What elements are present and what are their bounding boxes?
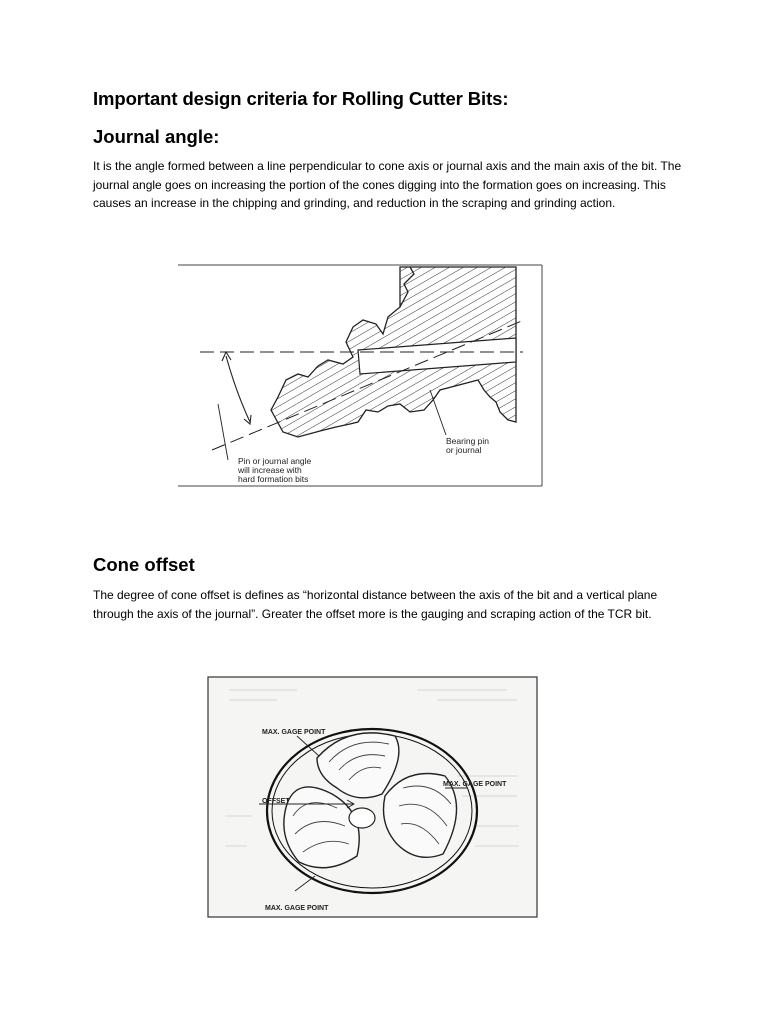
offset-label: OFFSET (262, 798, 290, 805)
cone-offset-heading: Cone offset (93, 554, 195, 575)
journal-angle-figure (178, 262, 544, 488)
journal-angle-paragraph: It is the angle formed between a line perpendicular to cone axis or journal axis and the main axis of the bit. The journal angle goes on increasing the portion of the cones digging into the formation goes on increasing. This causes an increase in the chipping and grinding, and reduction in the scraping and grinding action. (93, 159, 682, 211)
gage-point-top-label: MAX. GAGE POINT (262, 729, 326, 736)
bearing-journal-label: or journal (446, 445, 482, 455)
journal-angle-diagram (178, 262, 544, 488)
cone-offset-diagram (207, 676, 538, 918)
gage-point-bottom-label: MAX. GAGE POINT (265, 905, 329, 912)
cone-offset-figure (207, 676, 538, 918)
bearing-pin-label: Bearing pin (446, 436, 490, 446)
journal-angle-label-line3: hard formation bits (238, 474, 309, 484)
journal-angle-heading: Journal angle: (93, 126, 220, 147)
cone-offset-paragraph: The degree of cone offset is defines as “horizontal distance between the axis of the bit and a vertical plane through the axis of the journal”. Greater the offset more is the gauging and scraping action of the TCR bit. (93, 588, 658, 621)
journal-angle-label-line2: will increase with (238, 465, 302, 475)
gage-point-right-label: MAX. GAGE POINT (443, 781, 507, 788)
journal-angle-label-line1: Pin or journal angle (238, 456, 312, 466)
document-title: Important design criteria for Rolling Cutter Bits: (93, 88, 509, 109)
